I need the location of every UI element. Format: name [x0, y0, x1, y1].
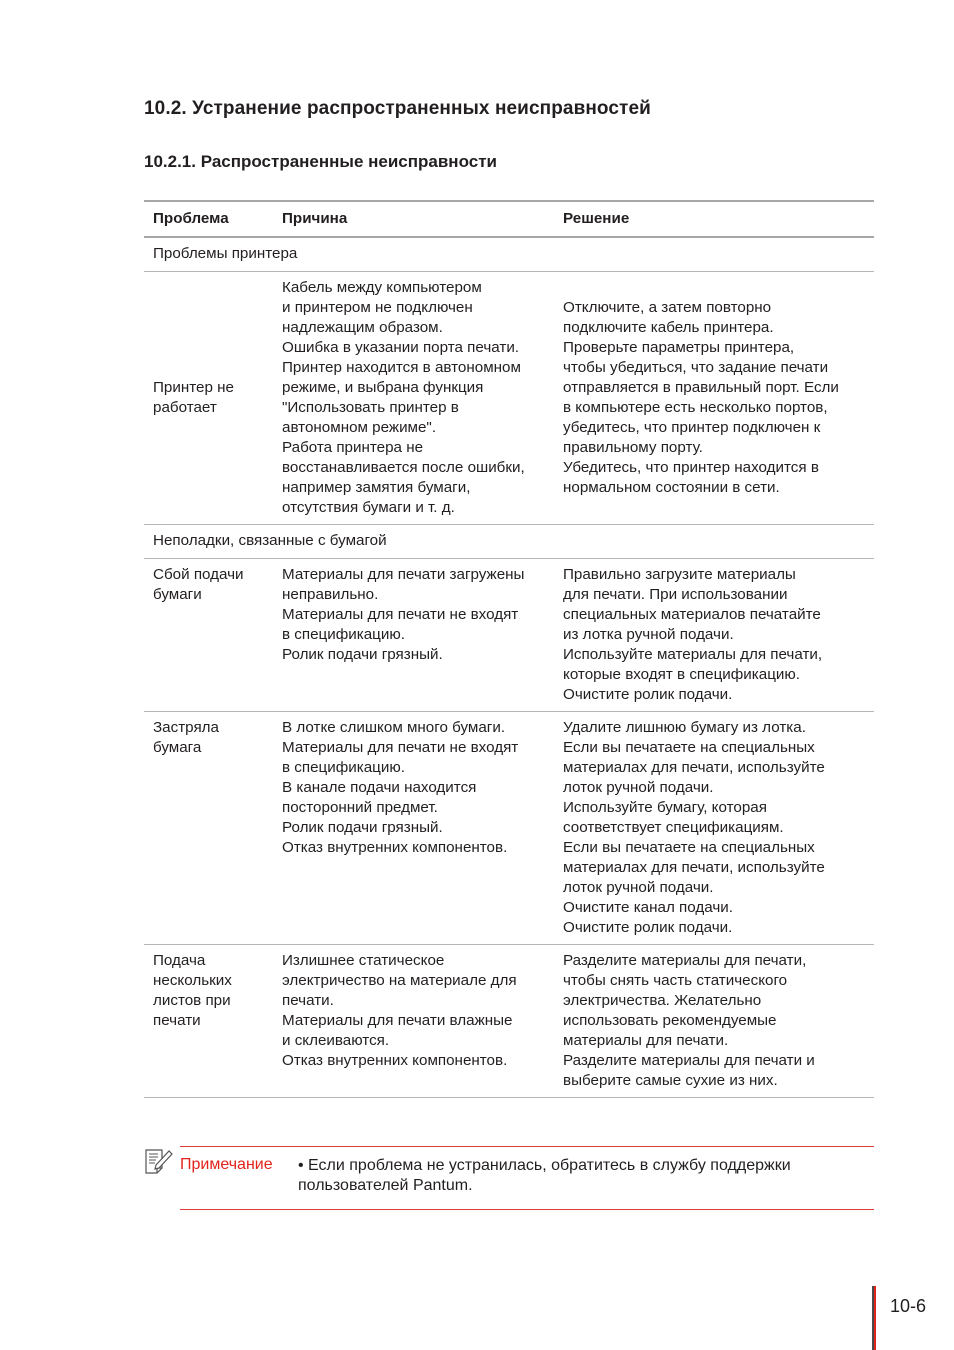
text-line: Разделите материалы для печати, [563, 952, 807, 969]
note-label: Примечание [180, 1156, 273, 1173]
page-number-footer [870, 1286, 954, 1350]
text-line: которые входят в спецификацию. [563, 666, 800, 683]
text-line: Если вы печатаете на специальных [563, 839, 815, 856]
text-line: Принтер не [153, 379, 234, 396]
text-line: Отказ внутренних компонентов. [282, 839, 508, 856]
text-line: в компьютере есть несколько портов, [563, 399, 828, 416]
column-header-problem: Проблема [144, 201, 273, 237]
table-header-row [144, 201, 874, 237]
table-row [144, 712, 874, 945]
text-line: подключите кабель принтера. [563, 319, 774, 336]
table-section-row [144, 525, 874, 559]
text-line: "Использовать принтер в [282, 399, 459, 416]
text-line: Материалы для печати не входят [282, 606, 519, 623]
text-line: специальных материалов печатайте [563, 606, 821, 623]
text-line: надлежащим образом. [282, 319, 443, 336]
solution-cell [554, 559, 874, 712]
cause-cell [273, 945, 554, 1098]
text-line: В лотке слишком много бумаги. [282, 719, 506, 736]
table-row [144, 272, 874, 525]
text-line: печати. [282, 992, 334, 1009]
text-line: посторонний предмет. [282, 799, 438, 816]
text-line: и склеиваются. [282, 1032, 390, 1049]
text-line: бумага [153, 739, 202, 756]
text-line: В канале подачи находится [282, 779, 477, 796]
text-line: Подача [153, 952, 206, 969]
text-line: Используйте бумагу, которая [563, 799, 767, 816]
text-line: бумаги [153, 586, 202, 603]
problem-cell [144, 272, 273, 525]
solution-cell [554, 272, 874, 525]
text-line: Очистите ролик подачи. [563, 686, 733, 703]
text-line: нескольких [153, 972, 232, 989]
text-line: Используйте материалы для печати, [563, 646, 823, 663]
column-header-solution: Решение [554, 201, 874, 237]
solution-cell [554, 945, 874, 1098]
text-line: материалах для печати, используйте [563, 859, 825, 876]
text-line: для печати. При использовании [563, 586, 788, 603]
problem-cell [144, 559, 273, 712]
troubleshooting-table [144, 200, 874, 1098]
text-line: из лотка ручной подачи. [563, 626, 734, 643]
text-line: чтобы снять часть статического [563, 972, 788, 989]
text-line: отправляется в правильный порт. Если [563, 379, 839, 396]
text-line: в спецификацию. [282, 759, 405, 776]
text-line: Ролик подачи грязный. [282, 819, 443, 836]
text-line: Правильно загрузите материалы [563, 566, 796, 583]
text-line: листов при [153, 992, 231, 1009]
section-label: Проблемы принтера [144, 237, 874, 272]
cause-cell [273, 559, 554, 712]
section-title: 10.2. Устранение распространенных неисправностей [144, 98, 651, 119]
text-line: автономном режиме". [282, 419, 437, 436]
text-line: нормальном состоянии в сети. [563, 479, 780, 496]
text-line: лоток ручной подачи. [563, 879, 714, 896]
text-line: Отказ внутренних компонентов. [282, 1052, 508, 1069]
text-line: Сбой подачи [153, 566, 244, 583]
text-line: лоток ручной подачи. [563, 779, 714, 796]
text-line: выберите самые сухие из них. [563, 1072, 778, 1089]
text-line: Отключите, а затем повторно [563, 299, 772, 316]
text-line: Материалы для печати не входят [282, 739, 519, 756]
cause-cell [273, 712, 554, 945]
text-line: Кабель между компьютером [282, 279, 482, 296]
note-pencil-icon [144, 1148, 174, 1176]
column-header-cause: Причина [273, 201, 554, 237]
text-line: Излишнее статическое [282, 952, 445, 969]
text-line: в спецификацию. [282, 626, 405, 643]
note-box [144, 1146, 874, 1212]
text-line: материалы для печати. [563, 1032, 729, 1049]
text-line: печати [153, 1012, 201, 1029]
text-line: материалах для печати, используйте [563, 759, 825, 776]
text-line: Удалите лишнюю бумагу из лотка. [563, 719, 806, 736]
text-line: неправильно. [282, 586, 379, 603]
text-line: отсутствия бумаги и т. д. [282, 499, 455, 516]
page-number: 10-6 [890, 1296, 927, 1316]
problem-cell [144, 712, 273, 945]
cause-cell [273, 272, 554, 525]
text-line: Если вы печатаете на специальных [563, 739, 815, 756]
text-line: соответствует спецификациям. [563, 819, 784, 836]
solution-cell [554, 712, 874, 945]
text-line: Разделите материалы для печати и [563, 1052, 815, 1069]
note-top-divider [180, 1146, 874, 1147]
note-bottom-divider [180, 1209, 874, 1210]
note-text [298, 1156, 868, 1196]
subsection-title: 10.2.1. Распространенные неисправности [144, 152, 497, 171]
text-line: электричества. Желательно [563, 992, 762, 1009]
text-line: Принтер находится в автономном [282, 359, 521, 376]
text-line: Работа принтера не [282, 439, 424, 456]
text-line: Ошибка в указании порта печати. [282, 339, 520, 356]
text-line: правильному порту. [563, 439, 703, 456]
problem-cell [144, 945, 273, 1098]
text-line: использовать рекомендуемые [563, 1012, 777, 1029]
text-line: Очистите канал подачи. [563, 899, 733, 916]
text-line: Материалы для печати загружены [282, 566, 525, 583]
text-line: и принтером не подключен [282, 299, 473, 316]
table-row [144, 559, 874, 712]
text-line: • Если проблема не устранилась, обратитесь в службу поддержки [298, 1157, 791, 1174]
text-line: например замятия бумаги, [282, 479, 471, 496]
text-line: электричество на материале для [282, 972, 517, 989]
table-section-row [144, 237, 874, 272]
footer-accent-bar [874, 1286, 876, 1350]
text-line: режиме, и выбрана функция [282, 379, 484, 396]
text-line: Убедитесь, что принтер находится в [563, 459, 819, 476]
table-row [144, 945, 874, 1098]
text-line: Проверьте параметры принтера, [563, 339, 795, 356]
text-line: Материалы для печати влажные [282, 1012, 513, 1029]
text-line: Ролик подачи грязный. [282, 646, 443, 663]
section-label: Неполадки, связанные с бумагой [144, 525, 874, 559]
text-line: восстанавливается после ошибки, [282, 459, 525, 476]
text-line: Застряла [153, 719, 219, 736]
text-line: убедитесь, что принтер подключен к [563, 419, 821, 436]
text-line: Очистите ролик подачи. [563, 919, 733, 936]
text-line: работает [153, 399, 217, 416]
text-line: чтобы убедиться, что задание печати [563, 359, 829, 376]
text-line: пользователей Pantum. [298, 1177, 473, 1194]
